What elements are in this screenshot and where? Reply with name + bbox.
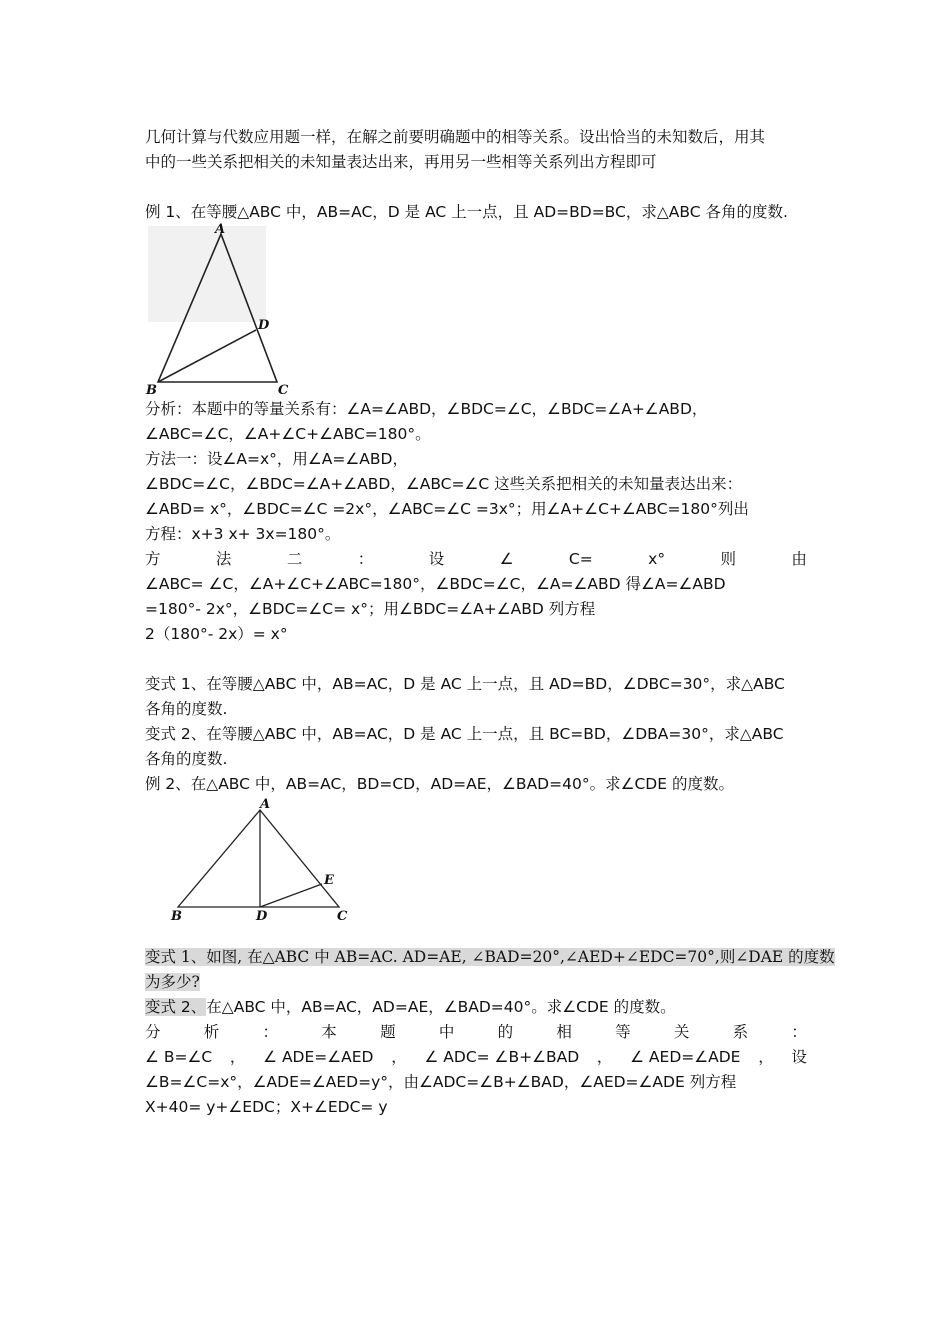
variant2-line-2: 各角的度数.	[145, 750, 228, 768]
variant2-2-text: 在△ABC 中，AB=AC，AD=AE，∠BAD=40°。求∠CDE 的度数。	[206, 998, 676, 1016]
method2-token: 由	[791, 550, 807, 568]
triangle-abc	[178, 810, 339, 907]
method2-token: 方	[145, 550, 161, 568]
analysis2-token: 题	[380, 1023, 396, 1041]
variant1-line-2: 各角的度数.	[145, 700, 228, 718]
variant2-1-line-1	[145, 945, 835, 970]
analysis-line-1: 分析：本题中的等量关系有：∠A=∠ABD，∠BDC=∠C，∠BDC=∠A+∠ABD，	[145, 400, 708, 418]
example2-statement: 例 2、在△ABC 中，AB=AC，BD=CD，AD=AE，∠BAD=40°。求∠CDE 的度数。	[145, 775, 734, 793]
label-d: D	[258, 318, 270, 333]
analysis2-token: 设	[791, 1048, 807, 1066]
analysis2-token: 分	[145, 1023, 161, 1041]
label-e: E	[324, 873, 334, 888]
analysis2-token: ∠ AED=∠ADE	[630, 1048, 741, 1066]
analysis2-token: ，	[758, 1048, 774, 1066]
intro-line-1: 几何计算与代数应用题一样，在解之前要明确题中的相等关系。设出恰当的未知数后，用其	[145, 128, 766, 146]
analysis2-token: ，	[596, 1048, 613, 1066]
method2-line-3: =180°- 2x°，∠BDC=∠C= x°；用∠BDC=∠A+∠ABD 列方程	[145, 600, 596, 618]
analysis2-token: ∠ ADC= ∠B+∠BAD	[424, 1048, 580, 1066]
analysis-line-2: ∠ABC=∠C，∠A+∠C+∠ABC=180°。	[145, 425, 431, 443]
example1-figure	[145, 222, 295, 397]
analysis2-token: 相	[556, 1023, 572, 1041]
method2-token: x°	[648, 550, 666, 568]
method2-token: 则	[720, 550, 736, 568]
analysis2-line-1	[145, 1020, 807, 1045]
method1-line-3: ∠ABD= x°，∠BDC=∠C =2x°，∠ABC=∠C =3x°；用∠A+∠C+∠ABC=180°列出	[145, 500, 749, 518]
analysis2-token: 中	[438, 1023, 455, 1041]
method2-token: ：	[357, 550, 374, 568]
label-d: D	[256, 909, 268, 924]
analysis2-token: 关	[673, 1023, 690, 1041]
analysis2-token: ∠ B=∠C	[145, 1048, 213, 1066]
method2-line-1	[145, 547, 807, 572]
method2-line-4: 2（180°- 2x）= x°	[145, 625, 288, 643]
method2-token: 设	[428, 550, 445, 568]
label-c: C	[278, 383, 289, 397]
method2-token: 法	[215, 550, 232, 568]
label-a: A	[260, 797, 271, 812]
variant2-1-text-2: 为多少?	[145, 973, 200, 991]
method2-line-2: ∠ABC= ∠C，∠A+∠C+∠ABC=180°，∠BDC=∠C，∠A=∠ABD 得∠A=∠ABD	[145, 575, 726, 593]
segment-bd	[158, 330, 256, 382]
method2-token: C=	[568, 550, 593, 568]
analysis2-token: 的	[497, 1023, 514, 1041]
analysis2-token: ，	[391, 1048, 407, 1066]
label-a: A	[215, 222, 226, 237]
method1-line-4: 方程：x+3 x+ 3x=180°。	[145, 525, 341, 543]
example2-triangle-diagram	[165, 796, 365, 926]
variant2-1-text-tail: 的度数	[783, 948, 835, 966]
analysis2-token: ：	[791, 1023, 807, 1041]
example1-triangle-diagram	[145, 222, 295, 397]
variant2-2-line	[145, 995, 807, 1020]
variant2-2-label: 变式 2、	[145, 998, 207, 1016]
analysis2-token: 析	[203, 1023, 220, 1041]
analysis2-token: ∠ ADE=∠AED	[263, 1048, 374, 1066]
analysis2-token: 等	[615, 1023, 631, 1041]
example2-figure	[165, 796, 365, 926]
label-c: C	[337, 909, 348, 924]
analysis2-line-4: X+40= y+∠EDC；X+∠EDC= y	[145, 1098, 388, 1116]
analysis2-token: ：	[262, 1023, 279, 1041]
label-b: B	[171, 909, 182, 924]
method2-token: 二	[286, 550, 303, 568]
analysis2-token: 系	[732, 1023, 749, 1041]
segment-de	[260, 884, 322, 907]
intro-line-2: 中的一些关系把相关的未知量表达出来，再用另一些相等关系列出方程即可	[145, 153, 657, 171]
method1-line-2: ∠BDC=∠C，∠BDC=∠A+∠ABD，∠ABC=∠C 这些关系把相关的未知量表达出来：	[145, 475, 743, 493]
method1-line-1: 方法一：设∠A=x°，用∠A=∠ABD，	[145, 450, 408, 468]
analysis2-line-2	[145, 1045, 807, 1070]
label-b: B	[146, 383, 157, 397]
variant2-1-text: 变式 1、如图, 在△ABC 中 AB=AC. AD=AE, ∠BAD=20°,∠AED+∠EDC=70°,则∠DAE	[145, 948, 784, 966]
variant2-1-line-2	[145, 970, 807, 995]
analysis2-line-3: ∠B=∠C=x°，∠ADE=∠AED=y°，由∠ADC=∠B+∠BAD，∠AED=∠ADE 列方程	[145, 1073, 737, 1091]
example1-statement: 例 1、在等腰△ABC 中，AB=AC，D 是 AC 上一点，且 AD=BD=BC，求△ABC 各角的度数.	[145, 203, 788, 221]
analysis2-token: 本	[321, 1023, 337, 1041]
variant2-line-1: 变式 2、在等腰△ABC 中，AB=AC，D 是 AC 上一点，且 BC=BD，∠DBA=30°，求△ABC	[145, 725, 784, 743]
method2-token: ∠	[499, 550, 514, 568]
analysis2-token: ，	[229, 1048, 246, 1066]
variant1-line-1: 变式 1、在等腰△ABC 中，AB=AC，D 是 AC 上一点，且 AD=BD，∠DBC=30°，求△ABC	[145, 675, 785, 693]
